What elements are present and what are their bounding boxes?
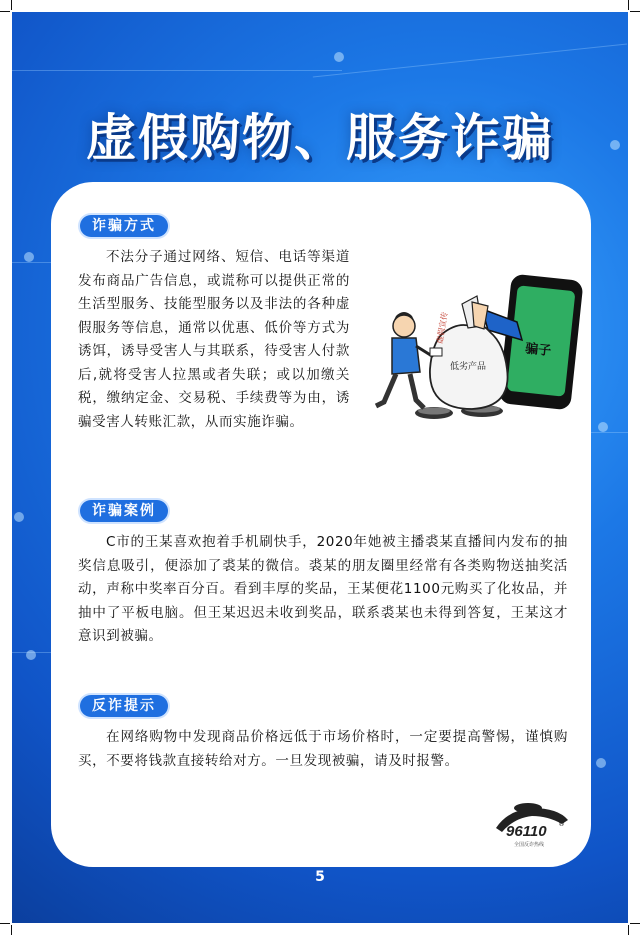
decor-line bbox=[12, 70, 342, 71]
scam-illustration bbox=[312, 274, 592, 439]
logo-subtitle: 全国反诈热线 bbox=[514, 842, 545, 848]
phone-label: 骗子 bbox=[524, 341, 552, 360]
decor-dot bbox=[596, 758, 606, 768]
section-badge-method: 诈骗方式 bbox=[80, 215, 168, 237]
crop-mark bbox=[628, 925, 629, 935]
police-cap-icon bbox=[488, 802, 578, 850]
decor-dot bbox=[334, 52, 344, 62]
crop-mark bbox=[630, 11, 640, 12]
page-title: 虚假购物、服务诈骗 bbox=[86, 109, 554, 167]
bag-label: 低劣产品 bbox=[450, 362, 487, 372]
sign-label: 虚假宣传 bbox=[435, 311, 450, 345]
decor-dot bbox=[26, 650, 36, 660]
decor-line bbox=[313, 43, 627, 77]
section-badge-case: 诈骗案例 bbox=[80, 500, 168, 522]
poster-page bbox=[12, 12, 628, 923]
crop-mark bbox=[0, 11, 10, 12]
decor-dot bbox=[24, 252, 34, 262]
crop-mark bbox=[11, 925, 12, 935]
decor-dot bbox=[14, 512, 24, 522]
section-text-tips: 在网络购物中发现商品价格远低于市场价格时，一定要提高警惕，谨慎购买，不要将钱款直接转给对方。一旦发现被骗，请及时报警。 bbox=[78, 729, 568, 769]
page-number: 5 bbox=[315, 869, 325, 885]
decor-dot bbox=[598, 422, 608, 432]
crop-mark bbox=[630, 923, 640, 924]
section-text-method: 不法分子通过网络、短信、电话等渠道发布商品广告信息，或谎称可以提供正常的生活型服务、技能型服务以及非法的各种虚假服务等信息，通常以优惠、低价等方式为诱饵，诱导受害人与其联系，待受害人付款后,就将受害人拉黑或者失联；或以加缴关税，缴纳定金、交易税、手续费等为由，诱骗受害人转账汇款，从而实施诈骗。 bbox=[78, 249, 350, 430]
section-text-case: C市的王某喜欢抱着手机刷快手，2020年她被主播裘某直播间内发布的抽奖信息吸引，便添加了裘某的微信。裘某的朋友圈里经常有各类购物送抽奖活动，声称中奖率百分百。看到丰厚的奖品，王某便花1100元购买了化妆品，并抽中了平板电脑。但王某迟迟未收到奖品，联系裘某也未得到答复，王某这才意识到被骗。 bbox=[78, 534, 568, 644]
decor-line bbox=[12, 262, 52, 263]
crop-mark bbox=[11, 0, 12, 10]
section-badge-tips: 反诈提示 bbox=[80, 695, 168, 717]
logo-reg: ® bbox=[558, 820, 565, 828]
crop-mark bbox=[628, 0, 629, 10]
hotline-logo bbox=[488, 802, 578, 850]
crop-mark bbox=[0, 923, 10, 924]
logo-number: 96110 bbox=[506, 823, 547, 840]
